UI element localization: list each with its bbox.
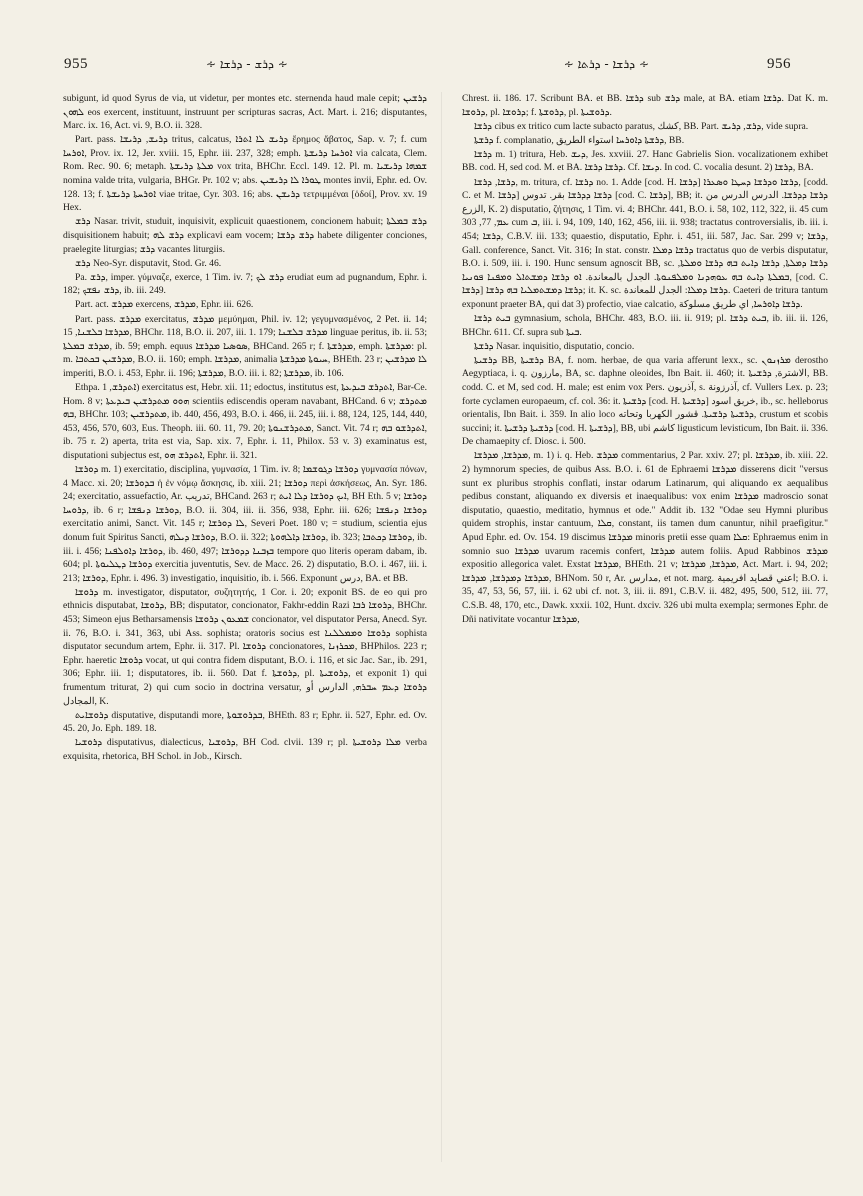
entry-paragraph: Part. act. ܡܕܪܫ exercens, ܡܕܪܫ, Ephr. iii. 626. [75, 299, 254, 311]
right-page-number: 956 [767, 55, 791, 72]
page-header [64, 52, 791, 76]
entry-paragraph: Part. pass. ܕܪܝܫ, ܕܪܝܫܐ tritus, calcatus, ܕܪܝܫ ܠܐ ܐܬܪܐ ἔρημος ἄβατος, Sap. v. 7; f. cum ܐܘܪܚܐ, Prov. ix. 12, Jer. xviii. 15, Ephr. iii. 237, 328; emph. ܐܘܪܚܐ ܕܪܝܫܬܐ via calcata, Clem. Rom. Rec. 90. 6; metaph. ܡܠܬܐ ܕܪܝܫܬܐ vox trita, BHChr. Eccl. 149. 12. Pl. m. ܫܡܗܐ ܕܪܝܫܝܐ nomina valde trita, vulgaria, BHGr. Pr. 102 v; abs. ܛܘܪܐ ܠܐ ܕܪܝܫܝܢ montes invii, Ephr. ed. Ov. 128. 13; f. ܐܘܪܚܬܐ ܕܪܝܫܬܐ viae tritae, Cyr. 303. 16; abs. ܕܪܝܫܢ τετριμμέναι [ὁδοί], Prov. xv. 19 Hex. [63, 134, 427, 214]
entry-paragraph: ܡܕܪܫܐ, ܡܕܪܫܐ, m. 1) i. q. Heb. ܡܕܪܫ commentarius, 2 Par. xxiv. 27; pl. ܡܕܪܫܐ, ib. xiii. 22. 2) hymnorum species, de quibus Ass. B.O. i. 61 de Ephraemi ܡܕܪܫܐ disserens dicit "versus sunt ex pluribus strophis conflati, instar odarum Latinarum, qui aliquando ex aequalibus pedibus constant, aliquando ex diversis et inaequalibus: vox enim ܡܕܪܫܐ madroscio sonat disputatio, quaestio, meditatio, hymnus et ode." Addit ib. 132 "Odae seu Hymni pluribus quidem strophis, instar cantuum, ܩܠܐ, constant, iis tamen dum canuntur, nihil praefigitur." Apud Ephr. ed. Ov. 154. 19 discimus ܡܕܪܫܐ minoris pretii esse quam ܩܠܐ: Ephraemus enim in somnio suo ܡܕܪܫܐ uvarum racemis confert, ܡܕܪܫܐ autem foliis. Apud Rabbinos ܡܕܪܫ expositio allegorica valet. Exstat ܡܕܪܫܐ, BHEth. 21 v; ܡܕܪܫܐ, ܡܕܪܫܐ, Act. Mart. i. 94, 202; ܡܕܪܫܐ ܕܡܕܪܫܐ, ܡܕܪܫܐ, BHNom. 50 r, Ar. مدارس, et not. marg. اعني قصايد افريمية; B.O. i. 35, 47, 53, 56, 57, iii. i. 62 ubi cf. not. 3, iii. ii. 891, C.B.V. ii. 482, 495, 500, 512, iii. 77, C.S.B. 48, 170, etc., Dawk. xxxii. 102, Hunt. dxciv. 326 ubi multa exempla; sermones Ephr. de Dñi nativitate vocantur ܡܕܪܫܐ, [462, 450, 828, 625]
entry-paragraph: ܒܝܬ ܕܪܫܐ gymnasium, schola, BHChr. 483, B.O. iii. ii. 919; pl. ܒܝܬ ܕܪܫܐ, ib. iii. ii. 126, BHChr. 611. Cf. supra sub ܒܝܬܐ. [462, 313, 828, 338]
entry-paragraph: ܕܪܫ Neo-Syr. disputavit, Stod. Gr. 46. [75, 257, 222, 269]
entry-paragraph: ܕܪܫܝܬܐ BB, ܕܪܫܝܬܐ BA, f. nom. herbae, de qua varia afferunt lexx., sc. ܡܪܙܢܘܢ derostho Aegyptiaca, i. q. مارزون, BA, sc. daphne oleoides, Ibn Bait. ii. 460; it. الاشترة, ܕܪܫܝܬܐ, BB. codd. C. et M, sed cod. H. male; est enim vox Pers. آذريون, s. آذرزونة, cf. Vullers Lex. p. 23; forte cyclamen europaeum, cf. col. 36: it. ܕܪܫܝܬܐ [cod. H. ܕܪܫܝܬܐ] خربق اسود, ib., sc. helleborus orientalis, Ibn Bait. i. 359. In alio loco ܕܪܫܝܬܐ ܕܪܫܝܬܐ. قشور الكهربا وتحاته, crustum et scobis succini; it. ܕܪܫܝܬܐ ܕܪܫܝܬܐ [cod. H. ܕܪܫܝܬܐ], BB, ubi كاشم ligusticum levisticum, Ibn Bait. ii. 336. De chamaepity cf. Diosc. i. 500. [462, 354, 828, 448]
left-running-head: ∻ ܕܪܫ - ܕܪܫܐ ∻ [206, 56, 288, 71]
right-column [462, 92, 828, 1166]
left-page-number: 955 [64, 55, 88, 72]
entry-paragraph: subigunt, id quod Syrus de via, ut videtur, per montes etc. sternenda haud male cepit; ܕܪܫܝܢ ܠܗܘܢ eos exercent, instituunt, instruunt per scripturas sacras, Act. Mart. i. 216; disputantes, Marc. ix. 16, Act. vi. 9, B.O. ii. 328. [63, 93, 427, 132]
right-running-head: ∻ ܕܪܫܐ - ܕܪܬܐ ∻ [563, 56, 649, 71]
entry-paragraph: Chrest. ii. 186. 17. Scribunt BA. et BB. ܕܪܫܐ sub ܕܪܫ male, at BA. etiam ܕܪܫܐ. Dat K. m. ܕܪܘܫܐ, pl. ܕܪܘܫܐ; f. ܕܪܘܫܬܐ, pl. ܕܪܘܫܝܬܐ. [462, 93, 828, 118]
entry-paragraph: ܕܪܘܫܝܐ disputativus, dialecticus, ܕܪܘܫܝܐ, BH Cod. clvii. 139 r; pl. ܡܠܐ ܕܪܘܫܝܬܐ verba exquisita, rhetorica, BH Schol. in Job., Kirsch. [63, 737, 427, 762]
entry-paragraph: ܕܪܘܫܐ m. investigator, disputator, συζητητής, 1 Cor. i. 20; exponit BS. de eo qui pro ethnicis disputabat, ܕܪܘܫܐ, BB; disputator, concionator, Fakhr-eddin Razi ܕܪܘܫܐ ܪܒܐ, BHChr. 453; Simeon ejus Betharsamensis ܫܡܥܘܢ ܕܪܘܫܐ concionator, vel disputator Persa, Anecd. Syr. ii. 76, B.O. i. 341, 363, ubi Ass. sophista; oratoris socius est ܕܪܘܫܐ ܘܡܡܠܠܢܐ sophista disputator secundum artem, Ephr. ii. 317. Pl. ܕܪܘܫܐ concionatores, ܡܟܪܙܢܐ, BHPhilos. 223 r; Ephr. haeretic ܕܪܘܫܐ vocat, ut qui contra fidem disputant, B.O. i. 116, et sic Jac. Sar., ib. 291, 306; Ephr. iii. 1; disputatores, ib. ii. 560. Dat f. ܕܪܘܫܬܐ, pl. ܕܪܘܫܝܬܐ, et exponit 1) qui frumentum triturat, 2) qui cum socio in doctrina versatur, ܕܪܘܫܐ ܕܥܡ ܚܒܪܗ, الدارس أو المجادل, K. [63, 586, 427, 707]
header-right [564, 56, 791, 73]
entry-paragraph: ܕܪܫܬܐ f. complanatio, ܕܪܫܬܐ ܕܐܘܪܚܐ استواء الطريق, BB. [474, 134, 685, 146]
entry-paragraph: Pa. ܕܪܫ, imper. γύμναζε, exerce, 1 Tim. iv. 7; ܕܪܫ ܠܟ erudiat eum ad pugnandum, Ephr. i. 182; ܕܪܫ ܢܦܫܟ, ib. iii. 249. [63, 271, 427, 297]
entry-paragraph: ܕܪܘܫܐܝܬ disputative, disputandi more, ܒܕܪܘܫܘܬܐ, BHEth. 83 r; Ephr. ii. 527, Ephr. ed. Ov. 45. 20, Jo. Eph. 189. 18. [63, 709, 427, 735]
column-gutter [441, 92, 442, 1162]
entry-paragraph: Part. pass. ܡܕܪܫ exercitatus, ܡܕܪܫ μεμύημαι, Phil. iv. 12; γεγυμνασμένος, 2 Pet. ii. 14; ܡܕܪܫܐ ܒܠܫܢܐ, 15, BHChr. 118, B.O. ii. 207, iii. 1. 179; ܡܕܪܫ ܒܠܫܢܐ linguae peritus, ib. ii. 53; ܡܕܪܫ ܒܡܠܬܐ, ib. 59; emph. equus ܣܘܣܝܐ ܡܕܪܫܐ, BHCand. 265 r; f. ܡܕܪܫܬܐ, emph. ܡܕܪܫܬܐ: pl. m. ܡܕܪܫܝܢ ܒܟܬܒܐ, B.O. ii. 160; emph. ܡܕܪܫܐ, animalia ܚܝܘܬܐ ܡܕܪܫܬܐ, BHEth. 23 r; ܠܐ ܡܕܪܫܝܢ imperiti, B.O. i. 453, Ephr. ii. 196; ܡܕܪܫܬܐ, B.O. iii. i. 82; ܡܕܪܫܬܐ, ib. 106. [63, 313, 427, 379]
entry-paragraph: ܕܪܫ Nasar. trivit, studuit, inquisivit, explicuit quaestionem, concionem habuit; ܕܪܫ ܒܡܠܬܐ disquisitionem habuit; ܕܪܫ ܠܗ explicavi eam vocem; ܕܪܫ ܕܪܫܐ habete diligenter conciones, praelegite liturgias; ܕܪܫ vacantes liturgiis. [63, 216, 427, 255]
entry-paragraph: Ethpa. ܐܬܕܪܫ, 1) exercitatus est, Hebr. xii. 11; edoctus, institutus est, ܐܬܕܪܫ ܒܝܕܥܬܐ, Bar-Ce. Hom. 8 v; ܗܘܘ ܡܬܕܪܫܝܢ ܒܝܕܥܬܐ scientiis ediscendis operam navabant, BHCand. 6 v; ܡܬܕܪܫ ܒܗ, BHChr. 103; ܡܬܕܪܫܝܢ, ib. 440, 456, 493, B.O. i. 466, ii. 245, iii. i. 88, 124, 125, 144, 440, 453, 456, 570, 603, Eus. Theoph. iii. 60. 11, 79. 20; ܡܬܕܪܫܢܘܬܐ, Sanct. Vit. 74 r; ܐܬܕܪܫܘ ܒܗ, ib. 75 r. 2) aperta, trita est via, Sap. xix. 7, Ephr. i. 11, Philox. 53 v. 3) examinatus est, disputationi subjectus est, ܐܬܕܪܫ ܗܘ, Ephr. ii. 321. [63, 381, 427, 461]
entry-paragraph: ܕܪܫܐ cibus ex tritico cum lacte subacto paratus, كشك, BB. Part. ܕܪܫ, ܕܪܝܫ, vide supra. [474, 120, 809, 132]
entry-paragraph: ܕܪܫܐ, ܕܪܫܐ, m. tritura, cf. ܕܪܫܐ no. 1. Adde [cod. H. ܕܪܫܐ] ܕܪܫܐ ܘܕܪܫܐ ܕܚܛܐ ܘܣܥܪܐ, [codd. C. et M. ܕܪܫܐ] ܕܪܫܐ ܕܕܪܫܐ بقر. تدوس [cod. C. ܕܪܫܐ], BB; it. ܕܪܫܐ ܕܕܪܫܐ. الدرس الدرس من الزرع, K. 2) disputatio, ζήτησις, 1 Tim. vi. 4; BHChr. 441, B.O. i. 58, 102, 112, 322, ii. 45 cum ܥܡ, 77, 303 cum ܒ, iii. i. 94, 109, 140, 162, 456, iii. ii. 938; tractatus controversialis, ib. iii. i. 454; ܕܪܫܐ, C.B.V. iii. 133; quaestio, disputatio, Ephr. i. 451, iii. 587, Jac. Sar. 299 v; ܕܪܫܐ, Gall. conference, Sanct. Vit. 316; In stat. constr. ܕܪܫܐ ܕܡܠܐ tractatus quo de verbis disputatur, B.O. i. 509, iii. i. 190. Hunc sensum agnoscit BB, sc. ܕܪܫܐ ܕܡܠܬܐ, ܕܪܫܐ ܕܐܝܬ ܒܗ ܕܪܫܐ ܘܡܠܬܐ, ܒܡܠܬܐ ܕܐܝܬ ܒܗ ܥܘܗܕܢܐ ܘܡܠܦܢܘܬܐ. الجدل بالمعاندة. ܐܘ ܕܪܫܐ ܕܡܫܬܐܠ ܘܡܦܢܐ ܦܘܢܝܐ, [cod. C. ܕܪܫܐ] ܕܪܫܐ ܕܡܫܬܡܠܝܐ ܒܗ ܕܪܫܐ; it. K. sc. ܕܪܫܐ ܕܡܠܐ: الجدل للمعاندة. Caeteri de tritura tantum exponunt praeter BA, qui dat 3) profectio, viae calcatio, ܕܪܫܐ ܕܐܘܪܚܐ, اي طريق مسلوكة. [462, 176, 828, 310]
left-column [63, 92, 427, 1166]
entry-paragraph: ܕܪܫܬܐ Nasar. inquisitio, disputatio, concio. [474, 340, 635, 352]
entry-paragraph: ܕܘܪܫܐ m. 1) exercitatio, disciplina, γυμνασία, 1 Tim. iv. 8; ܕܘܪܫܐ ܕܓܘܫܡܐ γυμνασία πόνων, 4 Macc. xi. 20; ܒܕܘܪܫܐ ἡ ἐν νόμῳ ἄσκησις, ib. xiii. 21; ܕܘܪܫܐ περὶ ἀσκήσεως, An. Syr. 186. 24; exercitatio, assuefactio, Ar. تدريب, BHCand. 263 r; ܐܝܟ ܕܘܪܫܐ ܕܠܐ ܐܝܬ, BH Eth. 5 v; ܕܘܪܫܐ ܕܪܘܚܐ, ib. 6 r; ܕܘܪܫܐ ܕܢܦܫܐ, B.O. ii. 304, iii. ii. 356, 938, Ephr. iii. 626; ܕܘܪܫܐ ܕܢܦܫܐ exercitatio animi, Sanct. Vit. 145 r; ܠܐ ܕܘܪܫܐ, Severi Poet. 180 v; = studium, scientia ejus donum fuit Spiritus Sancti, ܕܘܪܫܐ ܕܝܠܗ, B.O. ii. 322; ܕܘܪܫܐ ܕܐܠܗܘܬܐ, ib. 323; ܕܘܪܫܐ ܕܟܬܒܐ, ib. iii. i. 456; ܕܘܪܫܐ ܕܐܘܠܦܢܐ, ib. 460, 497; ܒܙܒܢܐ ܕܕܘܪܫܐ tempore quo literis operam dabam, ib. 604; pl. ܕܘܪܫܐ ܕܛܠܝܘܬܐ exercitia juventutis, Sev. de Macc. 26. 2) disputatio, B.O. i. 467, iii. i. 213; ܕܘܪܫܐ, Ephr. i. 496. 3) investigatio, inquisitio, ib. i. 566. Exponunt درس, BA. et BB. [63, 464, 427, 584]
header-left [64, 56, 288, 73]
entry-paragraph: ܕܪܫܐ m. 1) tritura, Heb. ܕܝܫ, Jes. xxviii. 27. Hanc Gabrielis Sion. vocalizationem exhibet BB. cod. H, sed cod. M. et BA. ܕܪܫܐ ܕܪܫܐ. Cf. ܕܝܫܐ. In cod. C. vocalia desunt. 2) ܕܪܫܐ, BA. [462, 148, 828, 174]
